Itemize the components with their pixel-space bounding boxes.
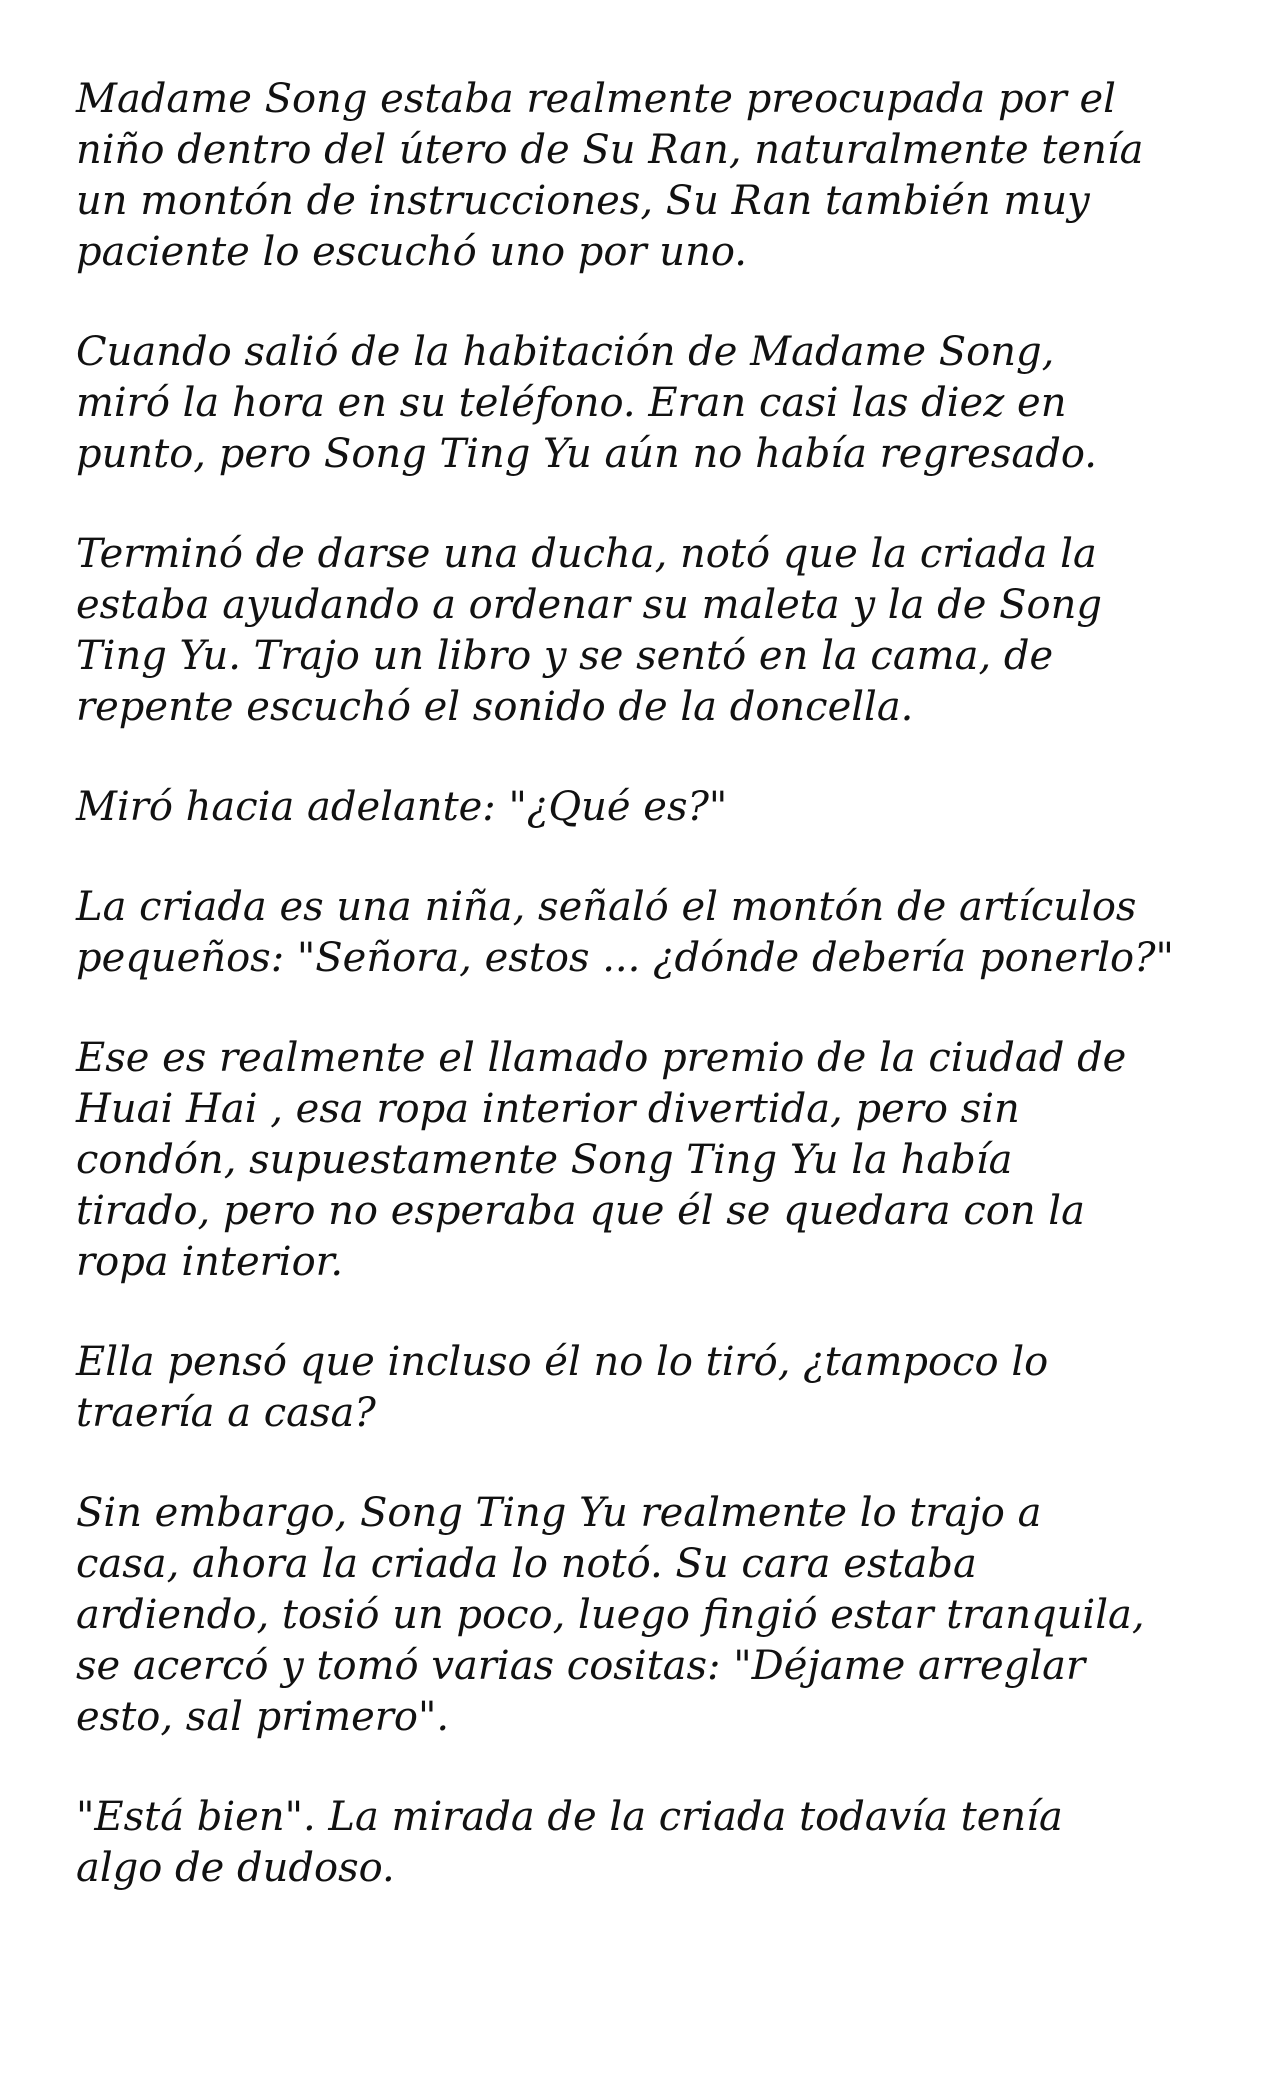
paragraph <box>76 74 1216 278</box>
text-line: estaba ayudando a ordenar su maleta y la de Song <box>76 582 1102 628</box>
paragraph <box>76 1792 1216 1894</box>
text-line: traería a casa? <box>76 1390 376 1436</box>
text-line: "Está bien". La mirada de la criada todavía tenía <box>76 1794 1063 1840</box>
text-line: un montón de instrucciones, Su Ran también muy <box>76 178 1090 224</box>
text-line: Madame Song estaba realmente preocupada por el <box>76 76 1116 122</box>
text-line: Ese es realmente el llamado premio de la ciudad de <box>76 1035 1127 1081</box>
text-line: Huai Hai , esa ropa interior divertida, pero sin <box>76 1086 1020 1132</box>
text-line: ropa interior. <box>76 1239 344 1285</box>
text-line: punto, pero Song Ting Yu aún no había regresado. <box>76 431 1097 477</box>
text-line: casa, ahora la criada lo notó. Su cara estaba <box>76 1541 977 1587</box>
text-line: se acercó y tomó varias cositas: "Déjame arreglar <box>76 1643 1086 1689</box>
text-line: miró la hora en su teléfono. Eran casi las diez en <box>76 380 1067 426</box>
text-line: tirado, pero no esperaba que él se quedara con la <box>76 1188 1085 1234</box>
text-line: paciente lo escuchó uno por uno. <box>76 229 747 275</box>
text-line: algo de dudoso. <box>76 1845 395 1891</box>
text-line: La criada es una niña, señaló el montón de artículos <box>76 884 1137 930</box>
paragraph <box>76 529 1216 733</box>
text-line: condón, supuestamente Song Ting Yu la había <box>76 1137 1013 1183</box>
paragraph <box>76 1033 1216 1288</box>
text-line: Ting Yu. Trajo un libro y se sentó en la cama, de <box>76 633 1054 679</box>
text-line: Terminó de darse una ducha, notó que la criada la <box>76 531 1097 577</box>
text-line: esto, sal primero". <box>76 1694 450 1740</box>
text-line: repente escuchó el sonido de la doncella. <box>76 684 914 730</box>
text-line: ardiendo, tosió un poco, luego fingió estar tranquila, <box>76 1592 1145 1638</box>
text-column <box>76 74 1216 1943</box>
paragraph <box>76 1337 1216 1439</box>
text-line: Ella pensó que incluso él no lo tiró, ¿tampoco lo <box>76 1339 1049 1385</box>
paragraph <box>76 327 1216 480</box>
text-line: Cuando salió de la habitación de Madame Song, <box>76 329 1055 375</box>
paragraph <box>76 882 1216 984</box>
text-line: pequeños: "Señora, estos ... ¿dónde debería ponerlo?" <box>76 935 1174 981</box>
paragraph <box>76 782 1216 833</box>
paragraph <box>76 1488 1216 1743</box>
text-line: niño dentro del útero de Su Ran, naturalmente tenía <box>76 127 1144 173</box>
text-line: Miró hacia adelante: "¿Qué es?" <box>76 784 728 830</box>
text-line: Sin embargo, Song Ting Yu realmente lo trajo a <box>76 1490 1042 1536</box>
